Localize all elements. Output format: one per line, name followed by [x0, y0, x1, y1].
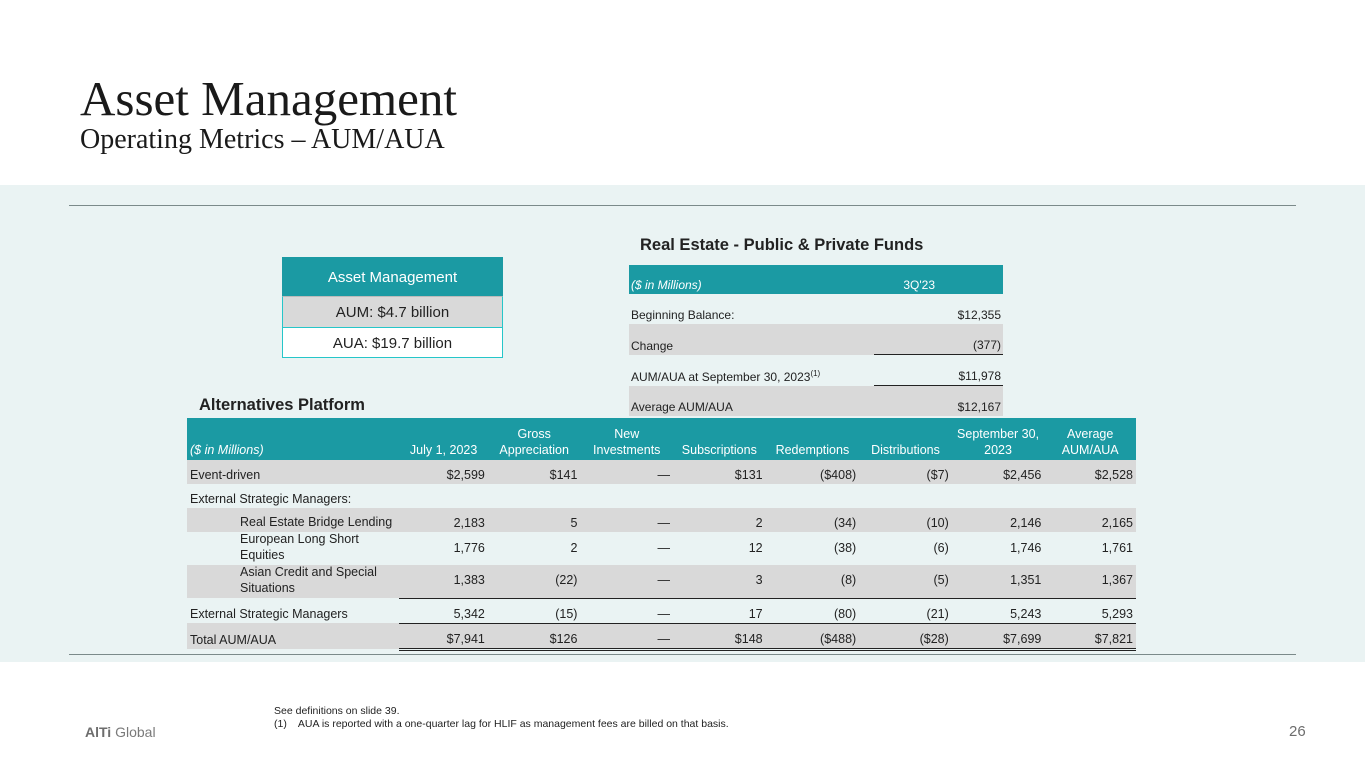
alternatives-table: [187, 418, 1136, 651]
cell: 2,146: [952, 508, 1045, 532]
re-row: [629, 294, 1003, 324]
cell: [859, 484, 952, 508]
cell: —: [580, 623, 673, 649]
alt-col-header: Redemptions: [766, 418, 860, 460]
aum-value: AUM: $4.7 billion: [282, 296, 503, 327]
cell: 5,293: [1044, 598, 1136, 623]
re-row-value: $12,167: [874, 386, 1003, 417]
alt-col-header: Subscriptions: [673, 418, 766, 460]
cell: —: [580, 598, 673, 623]
cell: $141: [488, 460, 581, 484]
table-row-total: [187, 623, 1136, 649]
alt-col-header: Distributions: [859, 418, 952, 460]
cell: 1,776: [453, 540, 485, 555]
row-label: Total AUM/AUA: [187, 623, 399, 649]
cell: $7,821: [1044, 623, 1136, 649]
cell: [952, 484, 1045, 508]
cell: —: [580, 460, 673, 484]
row-label: Asian Credit and Special Situations: [187, 565, 399, 598]
cell: (21): [859, 598, 952, 623]
top-divider: [69, 205, 1296, 206]
cell: 1,746: [1010, 540, 1042, 555]
cell: (6): [933, 540, 949, 555]
footnote-line: (1) AUA is reported with a one-quarter lag for HLIF as management fees are billed on that basis.: [274, 718, 729, 730]
row-label: External Strategic Managers: [190, 607, 348, 621]
cell: —: [580, 508, 673, 532]
cell: 12: [748, 540, 763, 555]
cell: [766, 484, 860, 508]
cell: $126: [488, 623, 581, 649]
row-label: External Strategic Managers:: [190, 492, 352, 506]
re-row-label-text: AUM/AUA at September 30, 2023: [631, 369, 811, 384]
re-row-value: (377): [874, 324, 1003, 355]
re-row-label: [629, 355, 874, 386]
company-logo: [85, 724, 156, 740]
re-row-label: Change: [629, 324, 874, 355]
cell: [399, 484, 488, 508]
cell: ($408): [766, 460, 860, 484]
cell: 1,383: [399, 565, 488, 598]
cell: $2,599: [399, 460, 488, 484]
table-row: [187, 484, 1136, 508]
cell: [673, 484, 766, 508]
cell: 2,165: [1044, 508, 1136, 532]
cell: (38): [833, 540, 857, 555]
footnotes: [274, 705, 729, 731]
re-row: [629, 324, 1003, 355]
alt-col-header: Average AUM/AUA: [1044, 418, 1136, 460]
cell: (5): [859, 565, 952, 598]
cell: [1044, 484, 1136, 508]
footnote-line: See definitions on slide 39.: [274, 705, 400, 717]
cell: —: [580, 565, 673, 598]
cell: (34): [766, 508, 860, 532]
re-row: [629, 386, 1003, 417]
re-row-label: Average AUM/AUA: [629, 386, 874, 417]
cell: 2,183: [399, 508, 488, 532]
cell: —: [657, 540, 671, 555]
cell: $7,699: [952, 623, 1045, 649]
cell: (15): [488, 598, 581, 623]
re-row: [629, 355, 1003, 386]
alt-col-header: ($ in Millions): [187, 418, 399, 460]
footnote-ref: (1): [810, 368, 821, 378]
table-row: [187, 532, 1136, 565]
logo-rest: Global: [111, 724, 156, 740]
cell: (80): [766, 598, 860, 623]
alt-col-header: New Investments: [580, 418, 673, 460]
cell: 1,367: [1044, 565, 1136, 598]
re-row-label: Beginning Balance:: [631, 308, 735, 322]
cell: 1,761: [1101, 540, 1133, 555]
real-estate-title: Real Estate - Public & Private Funds: [640, 236, 924, 254]
cell: [580, 484, 673, 508]
re-col-label: ($ in Millions): [629, 265, 874, 294]
alt-col-header: Gross Appreciation: [488, 418, 581, 460]
cell: 3: [673, 565, 766, 598]
cell: (22): [488, 565, 581, 598]
cell: $7,941: [399, 623, 488, 649]
re-row-value: $12,355: [957, 308, 1001, 322]
cell: 2: [673, 508, 766, 532]
cell: [488, 484, 581, 508]
cell: (10): [859, 508, 952, 532]
asset-management-summary: [282, 257, 503, 358]
table-row: [187, 460, 1136, 484]
aua-value: AUA: $19.7 billion: [282, 327, 503, 358]
cell: (8): [766, 565, 860, 598]
real-estate-table: [629, 265, 1003, 416]
row-label: Real Estate Bridge Lending: [187, 508, 399, 532]
cell: 2: [570, 540, 578, 555]
bottom-divider: [69, 654, 1296, 655]
table-row: [187, 565, 1136, 598]
page-title: Asset Management: [80, 71, 457, 126]
cell: $131: [673, 460, 766, 484]
alternatives-title: Alternatives Platform: [199, 396, 365, 414]
page-subtitle: Operating Metrics – AUM/AUA: [80, 124, 445, 155]
am-box-header: Asset Management: [282, 257, 503, 296]
cell: ($7): [859, 460, 952, 484]
cell: $2,528: [1044, 460, 1136, 484]
cell: ($488): [766, 623, 860, 649]
row-label: European Long Short Equities: [240, 532, 359, 562]
logo-bold: AlTi: [85, 724, 112, 740]
cell: ($28): [859, 623, 952, 649]
alt-col-header: September 30, 2023: [952, 418, 1045, 460]
cell: 17: [673, 598, 766, 623]
cell: 1,351: [952, 565, 1045, 598]
table-row: [187, 598, 1136, 623]
alt-header-row: [187, 418, 1136, 460]
page-number: 26: [1289, 723, 1306, 740]
re-row-value: $11,978: [874, 355, 1003, 386]
table-row: [187, 508, 1136, 532]
re-col-period: 3Q'23: [874, 265, 1003, 294]
re-header-row: [629, 265, 1003, 294]
cell: $2,456: [952, 460, 1045, 484]
cell: 5,342: [399, 598, 488, 623]
row-label: Event-driven: [187, 460, 399, 484]
cell: $148: [673, 623, 766, 649]
cell: 5,243: [952, 598, 1045, 623]
cell: 5: [488, 508, 581, 532]
alt-col-header: July 1, 2023: [399, 418, 488, 460]
